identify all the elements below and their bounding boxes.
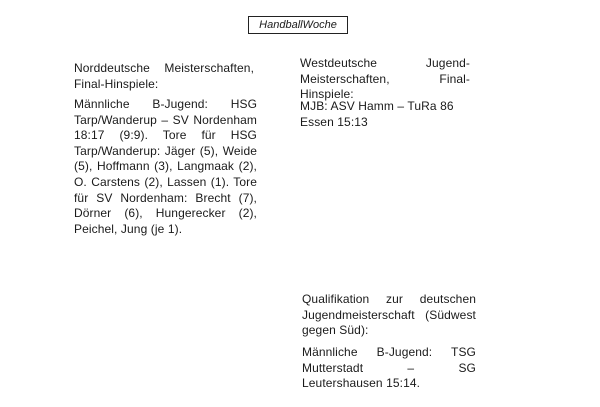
section-heading-qualifikation <box>302 292 476 339</box>
publication-masthead: HandballWoche <box>248 16 348 34</box>
heading-text: Westdeutsche Jugend-Meisterschaften, Final-Hinspiele: <box>300 56 470 102</box>
body-text: MJB: ASV Hamm – TuRa 86 Essen 15:13 <box>300 99 454 129</box>
section-heading-norddeutsche <box>74 61 254 92</box>
result-text-westdeutsche <box>300 99 476 130</box>
heading-text: Qualifikation zur deutschen Jugendmeisterschaft (Südwest gegen Süd): <box>302 292 476 338</box>
body-text: Männliche B-Jugend: HSG Tarp/Wanderup – SV Nordenham 18:17 (9:9). Tore für HSG Tarp/Wanderup: Jäger (5), Weide (5), Hoffmann (3), Langmaak (2), O. Carstens (2), Lassen (1). Tore für SV Nordenham: Brecht (7), Dörner (6), Hungerecker (2), Peichel, Jung (je 1). <box>74 97 257 236</box>
result-text-qualifikation <box>302 345 476 392</box>
section-heading-westdeutsche <box>300 56 470 103</box>
body-text: Männliche B-Jugend: TSG Mutterstadt – SG Leutershausen 15:14. <box>302 345 476 391</box>
result-text-norddeutsche <box>74 97 257 237</box>
heading-text: Norddeutsche Meisterschaften, Final-Hinspiele: <box>74 61 254 91</box>
